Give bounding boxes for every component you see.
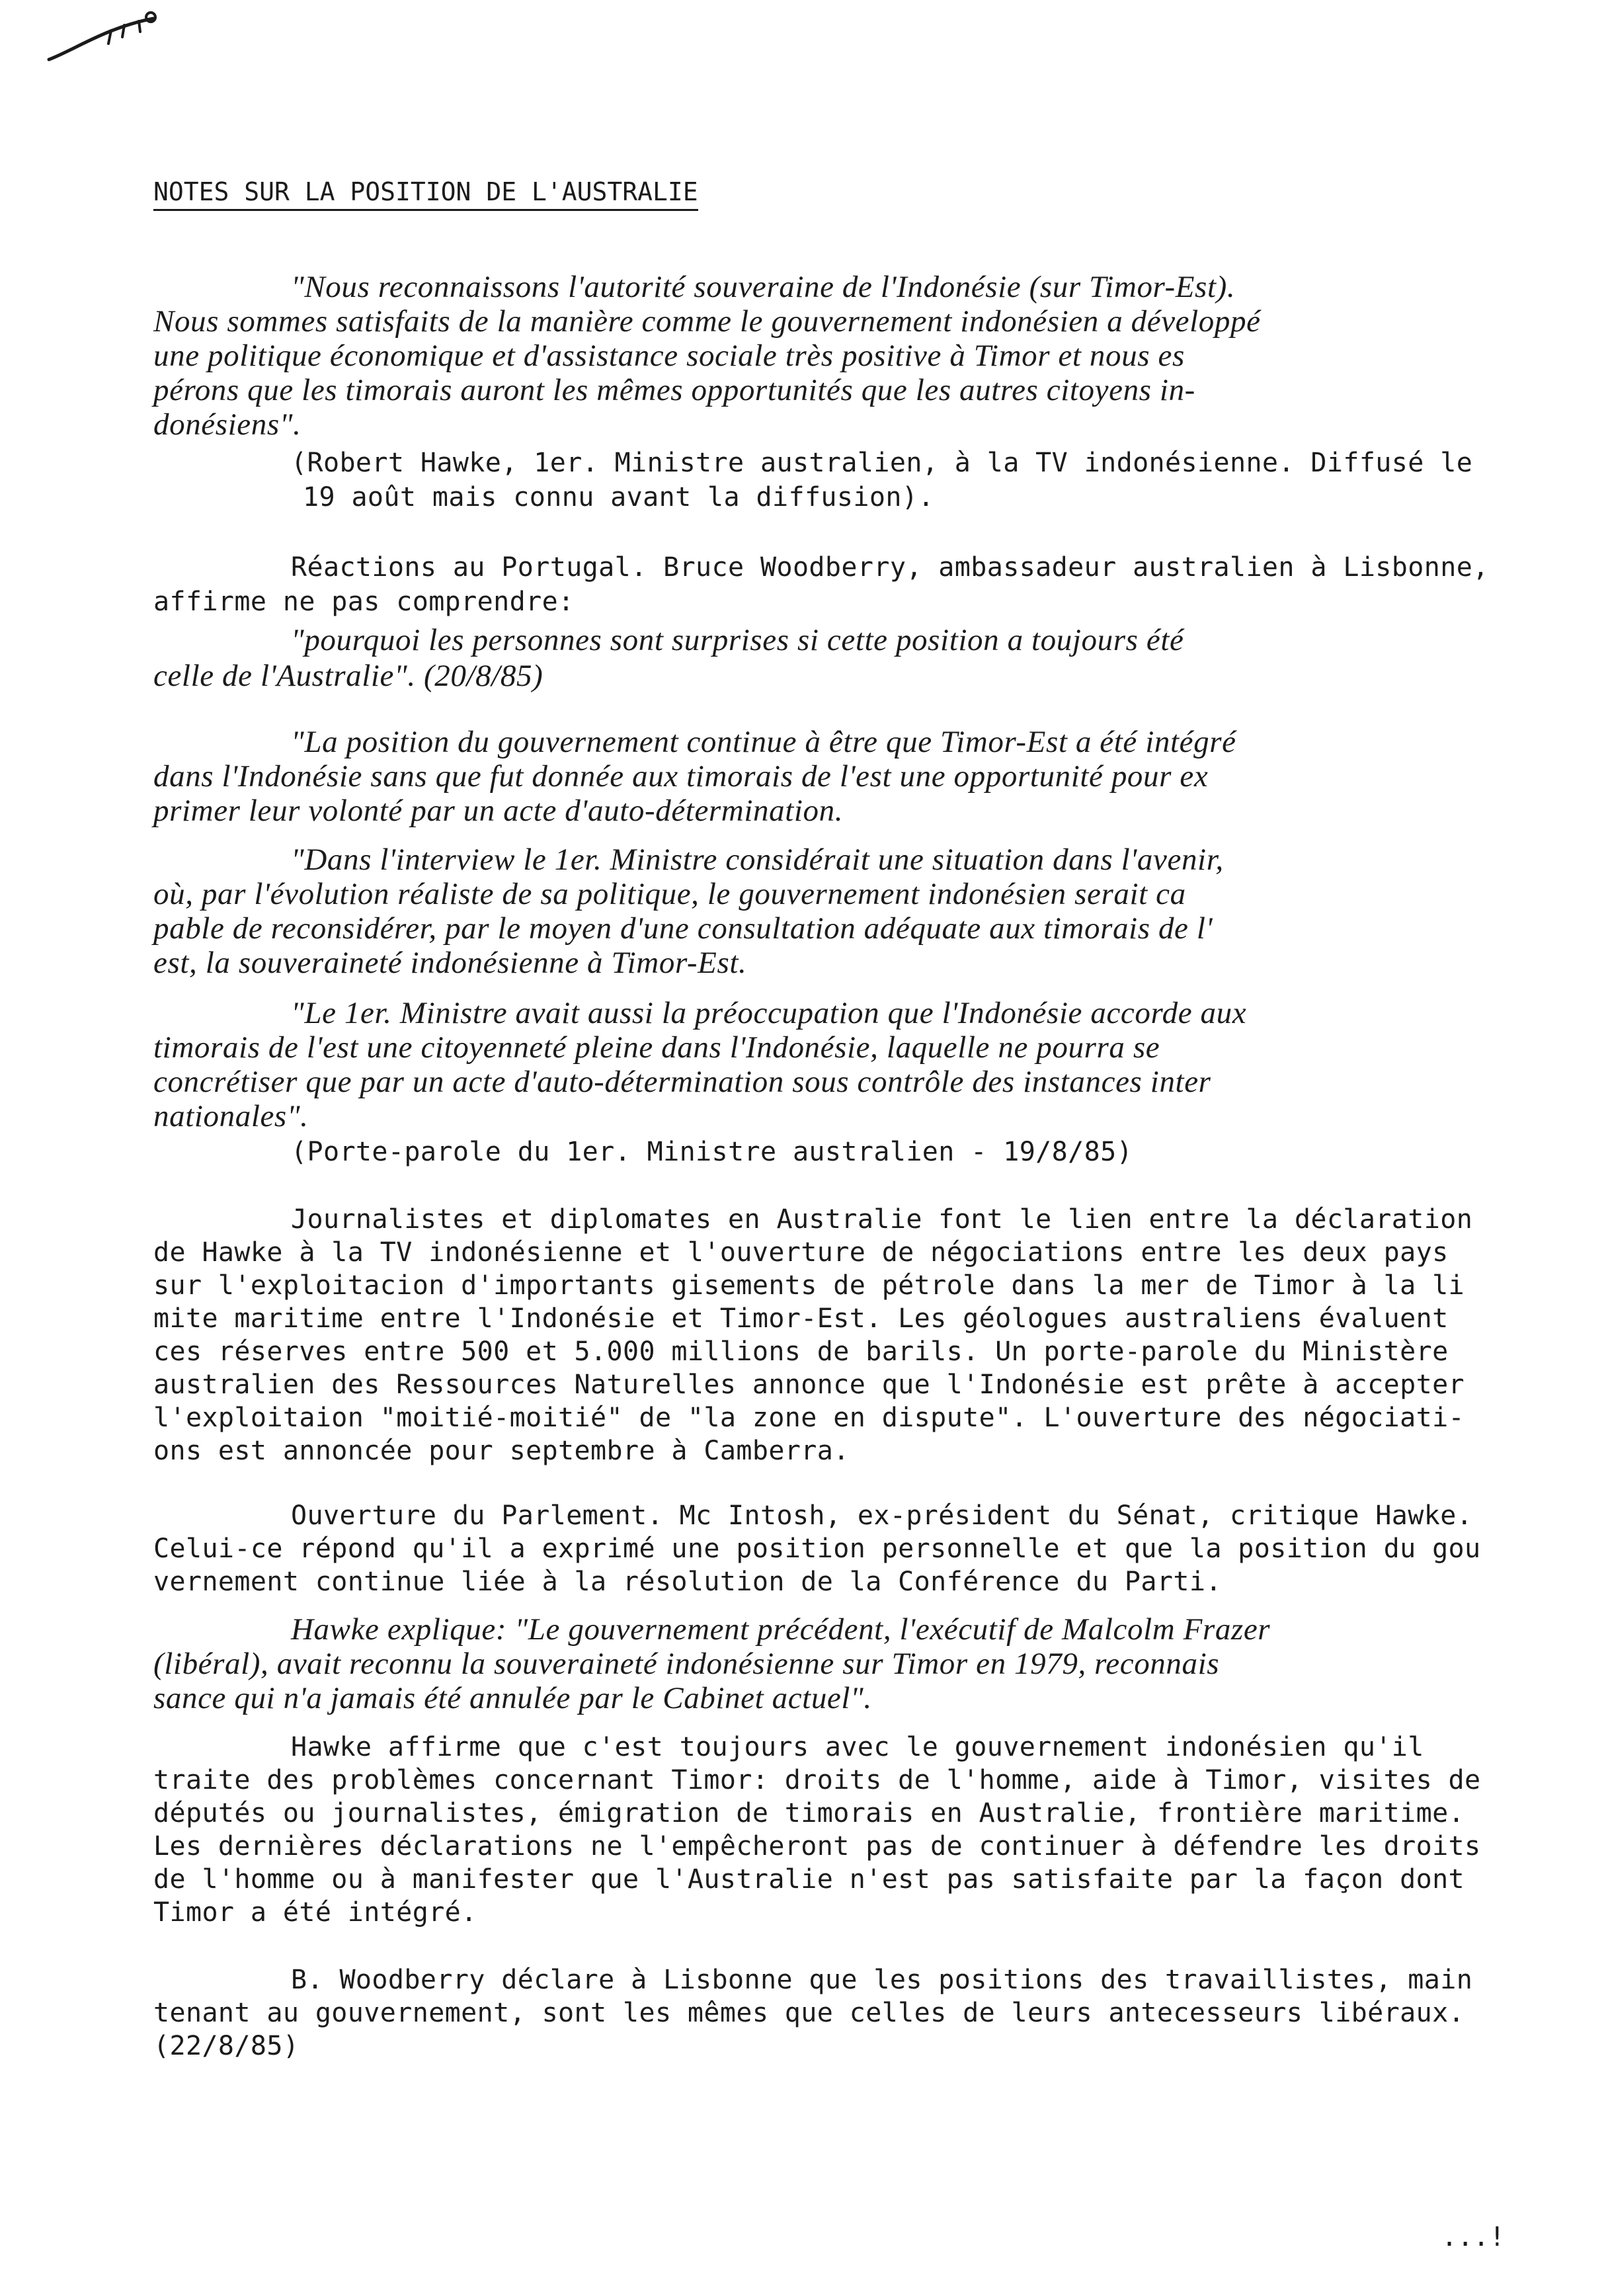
text-line: pérons que les timorais auront les mêmes opportunités que les autres citoyens in- — [153, 373, 1195, 407]
text-line: Celui-ce répond qu'il a exprimé une position personnelle et que la position du gou — [153, 1534, 1481, 1564]
text-line: ons est annoncée pour septembre à Camberra. — [153, 1436, 850, 1466]
text-line: Nous sommes satisfaits de la manière comme le gouvernement indonésien a développé — [153, 304, 1261, 339]
text-line: B. Woodberry déclare à Lisbonne que les positions des travaillistes, main — [291, 1965, 1473, 1995]
text-line: nationales". — [153, 1099, 309, 1133]
text-line: australien des Ressources Naturelles annonce que l'Indonésie est prête à accepter — [153, 1370, 1465, 1400]
handwritten-mark — [46, 7, 159, 66]
text-line: une politique économique et d'assistance sociale très positive à Timor et nous es — [153, 339, 1185, 373]
text-line: "Dans l'interview le 1er. Ministre considérait une situation dans l'avenir, — [291, 842, 1224, 877]
text-line: (Porte-parole du 1er. Ministre australien - 19/8/85) — [291, 1137, 1133, 1167]
text-line: timorais de l'est une citoyenneté pleine dans l'Indonésie, laquelle ne pourra se — [153, 1030, 1160, 1065]
document-heading: NOTES SUR LA POSITION DE L'AUSTRALIE — [153, 177, 698, 211]
text-line: sur l'exploitacion d'importants gisements de pétrole dans la mer de Timor à la li — [153, 1270, 1465, 1301]
text-line: Les dernières déclarations ne l'empêcheront pas de continuer à défendre les droits — [153, 1831, 1481, 1862]
text-line: Hawke explique: "Le gouvernement précédent, l'exécutif de Malcolm Frazer — [291, 1612, 1271, 1647]
text-line: dans l'Indonésie sans que fut donnée aux timorais de l'est une opportunité pour ex — [153, 759, 1209, 794]
text-line: vernement continue liée à la résolution de la Conférence du Parti. — [153, 1567, 1222, 1597]
text-line: Hawke affirme que c'est toujours avec le gouvernement indonésien qu'il — [291, 1732, 1424, 1762]
text-line: Ouverture du Parlement. Mc Intosh, ex-président du Sénat, critique Hawke. — [291, 1500, 1473, 1531]
text-line: pable de reconsidérer, par le moyen d'une consultation adéquate aux timorais de l' — [153, 911, 1213, 946]
text-line: mite maritime entre l'Indonésie et Timor-Est. Les géologues australiens évaluent — [153, 1303, 1449, 1334]
text-line: primer leur volonté par un acte d'auto-détermination. — [153, 794, 844, 828]
text-line: celle de l'Australie". (20/8/85) — [153, 659, 543, 693]
text-line: "Le 1er. Ministre avait aussi la préoccupation que l'Indonésie accorde aux — [291, 996, 1247, 1030]
text-line: affirme ne pas comprendre: — [153, 587, 575, 617]
text-line: ces réserves entre 500 et 5.000 millions de barils. Un porte-parole du Ministère — [153, 1336, 1449, 1367]
text-line: "La position du gouvernement continue à être que Timor-Est a été intégré — [291, 725, 1236, 759]
text-line: où, par l'évolution réaliste de sa politique, le gouvernement indonésien serait ca — [153, 877, 1186, 911]
text-line: Timor a été intégré. — [153, 1897, 477, 1928]
text-line: Journalistes et diplomates en Australie font le lien entre la déclaration — [291, 1204, 1473, 1235]
text-line: concrétiser que par un acte d'auto-détermination sous contrôle des instances inter — [153, 1065, 1211, 1099]
text-line: (libéral), avait reconnu la souveraineté indonésienne sur Timor en 1979, reconnais — [153, 1647, 1220, 1681]
text-line: "Nous reconnaissons l'autorité souveraine de l'Indonésie (sur Timor-Est). — [291, 270, 1236, 304]
text-line: l'exploitaion "moitié-moitié" de "la zone en dispute". L'ouverture des négociati- — [153, 1403, 1465, 1433]
text-line: 19 août mais connu avant la diffusion). — [303, 482, 934, 512]
continuation-mark: ...! — [1441, 2222, 1506, 2252]
text-line: (Robert Hawke, 1er. Ministre australien, à la TV indonésienne. Diffusé le — [291, 448, 1473, 478]
text-line: tenant au gouvernement, sont les mêmes que celles de leurs antecesseurs libéraux. — [153, 1998, 1465, 2028]
text-line: traite des problèmes concernant Timor: droits de l'homme, aide à Timor, visites de — [153, 1765, 1481, 1795]
text-line: "pourquoi les personnes sont surprises si cette position a toujours été — [291, 623, 1184, 657]
text-line: de Hawke à la TV indonésienne et l'ouverture de négociations entre les deux pays — [153, 1237, 1449, 1268]
text-line: députés ou journalistes, émigration de timorais en Australie, frontière maritime. — [153, 1798, 1465, 1828]
text-line: sance qui n'a jamais été annulée par le Cabinet actuel". — [153, 1681, 872, 1715]
text-line: Réactions au Portugal. Bruce Woodberry, ambassadeur australien à Lisbonne, — [291, 552, 1489, 583]
text-line: (22/8/85) — [153, 2031, 300, 2061]
text-line: est, la souveraineté indonésienne à Timor-Est. — [153, 946, 747, 980]
text-line: donésiens". — [153, 407, 302, 442]
text-line: de l'homme ou à manifester que l'Australie n'est pas satisfaite par la façon dont — [153, 1864, 1465, 1895]
